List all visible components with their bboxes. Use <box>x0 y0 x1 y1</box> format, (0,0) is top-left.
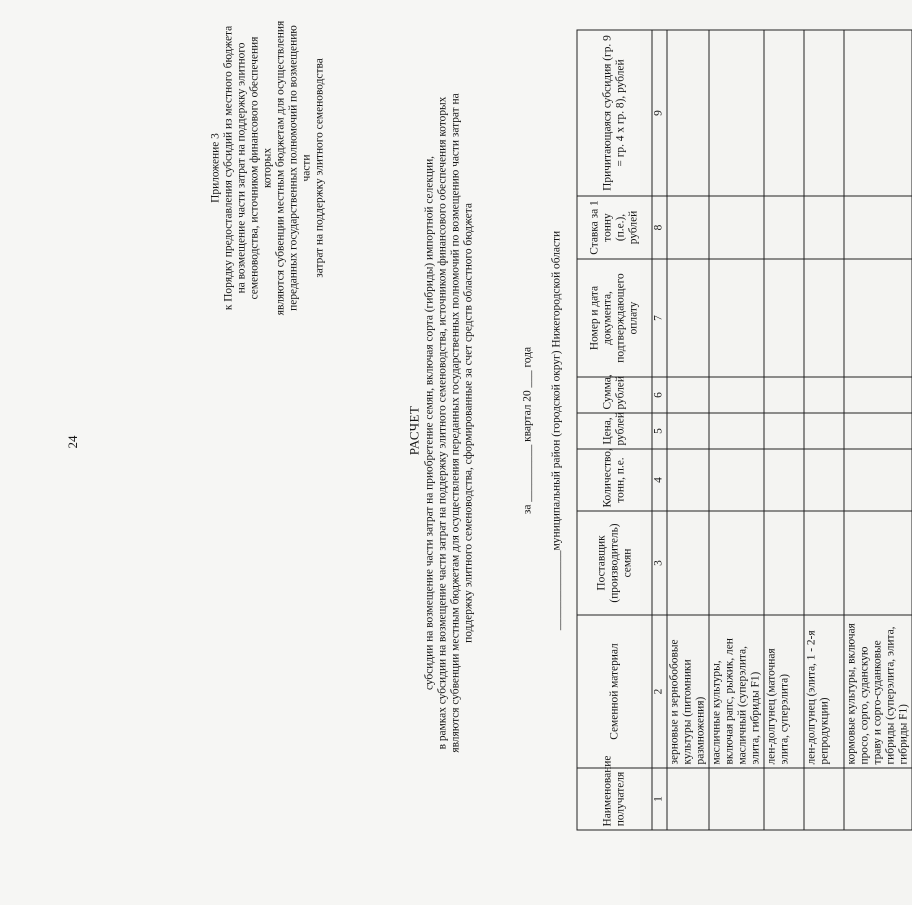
header-recipient: Наименование получателя <box>577 768 652 830</box>
subsidy-cell <box>667 30 709 196</box>
appendix-line: на возмещение части затрат на поддержку элитного <box>235 42 247 293</box>
rate-cell <box>709 196 764 259</box>
subsidy-cell <box>844 30 912 196</box>
supplier-cell <box>667 511 709 615</box>
page-number: 24 <box>65 435 80 449</box>
supplier-cell <box>844 511 912 615</box>
header-rate: Ставка за 1 тонну (п.е.), рублей <box>577 196 652 259</box>
column-number: 1 <box>652 768 667 830</box>
appendix-header <box>209 15 326 320</box>
quantity-cell <box>804 449 844 511</box>
recipient-cell <box>667 768 709 830</box>
recipient-cell <box>844 768 912 830</box>
payment-document-cell <box>667 259 709 377</box>
header-supplier: Поставщик (производитель) семян <box>577 511 652 615</box>
seed-material-cell: зерновые и зернобобовые культуры (питомники размножения) <box>667 615 709 768</box>
period-blank: __________ <box>521 444 533 502</box>
table-header-row <box>577 30 652 830</box>
payment-document-cell <box>804 259 844 377</box>
supplier-cell <box>804 511 844 615</box>
header-price: Цена, рублей <box>577 413 652 449</box>
sum-cell <box>764 377 804 413</box>
appendix-line: к Порядку предоставления субсидий из местного бюджета <box>222 25 234 310</box>
seed-material-cell: лен-долгунец (элита, 1 - 2-я репродукции) <box>804 615 844 768</box>
price-cell <box>667 413 709 449</box>
price-cell <box>804 413 844 449</box>
column-number: 5 <box>652 413 667 449</box>
table-row <box>667 30 709 830</box>
supplier-cell <box>764 511 804 615</box>
rate-cell <box>804 196 844 259</box>
column-number: 4 <box>652 449 667 511</box>
municipality-line <box>550 0 563 860</box>
table-row <box>709 30 764 830</box>
quantity-cell <box>667 449 709 511</box>
description-line: являются субвенции местным бюджетам для осуществления переданных государственных полномочий по возмещению части затрат на <box>449 92 461 753</box>
column-number: 9 <box>652 30 667 196</box>
payment-document-cell <box>844 259 912 377</box>
quantity-cell <box>764 449 804 511</box>
description-line: поддержку элитного семеноводства, сформированные за счет средств областного бюджета <box>462 202 474 643</box>
period-prefix: за <box>521 504 533 514</box>
header-quantity: Количество, тонн, п.е. <box>577 449 652 511</box>
price-cell <box>764 413 804 449</box>
period-suffix: года <box>521 346 533 367</box>
appendix-number: Приложение 3 <box>209 132 221 203</box>
rate-cell <box>844 196 912 259</box>
header-seed-material: Семенной материал <box>577 615 652 768</box>
rotated-content <box>205 0 909 860</box>
sum-cell <box>709 377 764 413</box>
column-number: 2 <box>652 615 667 768</box>
column-number: 3 <box>652 511 667 615</box>
seed-material-cell: лен-долгунец (маточная элита, суперэлита) <box>764 615 804 768</box>
header-sum: Сумма, рублей <box>577 377 652 413</box>
seed-material-cell: масличные культуры, включая рапс, рыжик, лен масличный (суперэлита, элита, гибриды F1) <box>709 615 764 768</box>
column-number-row <box>652 30 667 830</box>
table-row <box>804 30 844 830</box>
column-number: 8 <box>652 196 667 259</box>
rate-cell <box>667 196 709 259</box>
sum-cell <box>667 377 709 413</box>
period-mid: квартал 20 <box>521 389 533 442</box>
municipality-blank: ______________ <box>550 549 562 630</box>
sum-cell <box>844 377 912 413</box>
appendix-line: семеноводства, источником финансового обеспечения которых <box>248 36 273 299</box>
subsidy-cell <box>804 30 844 196</box>
seed-material-cell: кормовые культуры, включая просо, сорго, суданскую траву и сорго-суданковые гибриды (суперэлита, элита, гибриды F1) <box>844 615 912 768</box>
appendix-line: затрат на поддержку элитного семеноводства <box>313 57 325 278</box>
header-subsidy: Причитающаяся субсидия (гр. 9 = гр. 4 x гр. 8), рублей <box>577 30 652 196</box>
table-row <box>764 30 804 830</box>
price-cell <box>844 413 912 449</box>
year-blank: ___ <box>521 369 533 387</box>
calculation-table <box>576 29 912 830</box>
document-description <box>423 55 475 790</box>
subsidy-cell <box>764 30 804 196</box>
description-line: субсидии на возмещение части затрат на приобретение семян, включая сорта (гибриды) импортной селекции, <box>423 155 435 690</box>
sum-cell <box>804 377 844 413</box>
description-line: в рамках субсидии на возмещение части затрат на поддержку элитного семеноводства, источником финансового обеспечения которых <box>436 96 448 749</box>
appendix-line: переданных государственных полномочий по возмещению части <box>287 24 312 311</box>
recipient-cell <box>804 768 844 830</box>
quantity-cell <box>844 449 912 511</box>
price-cell <box>709 413 764 449</box>
payment-document-cell <box>764 259 804 377</box>
period-line <box>521 0 534 860</box>
recipient-cell <box>709 768 764 830</box>
quantity-cell <box>709 449 764 511</box>
appendix-line: являются субвенции местным бюджетам для осуществления <box>274 20 286 315</box>
recipient-cell <box>764 768 804 830</box>
subsidy-cell <box>709 30 764 196</box>
municipality-label: муниципальный район (городской округ) Нижегородской области <box>550 230 562 550</box>
header-payment-document: Номер и дата документа, подтверждающего оплату <box>577 259 652 377</box>
table-row <box>844 30 912 830</box>
document-title: РАСЧЕТ <box>406 405 421 455</box>
column-number: 6 <box>652 377 667 413</box>
payment-document-cell <box>709 259 764 377</box>
column-number: 7 <box>652 259 667 377</box>
supplier-cell <box>709 511 764 615</box>
rate-cell <box>764 196 804 259</box>
